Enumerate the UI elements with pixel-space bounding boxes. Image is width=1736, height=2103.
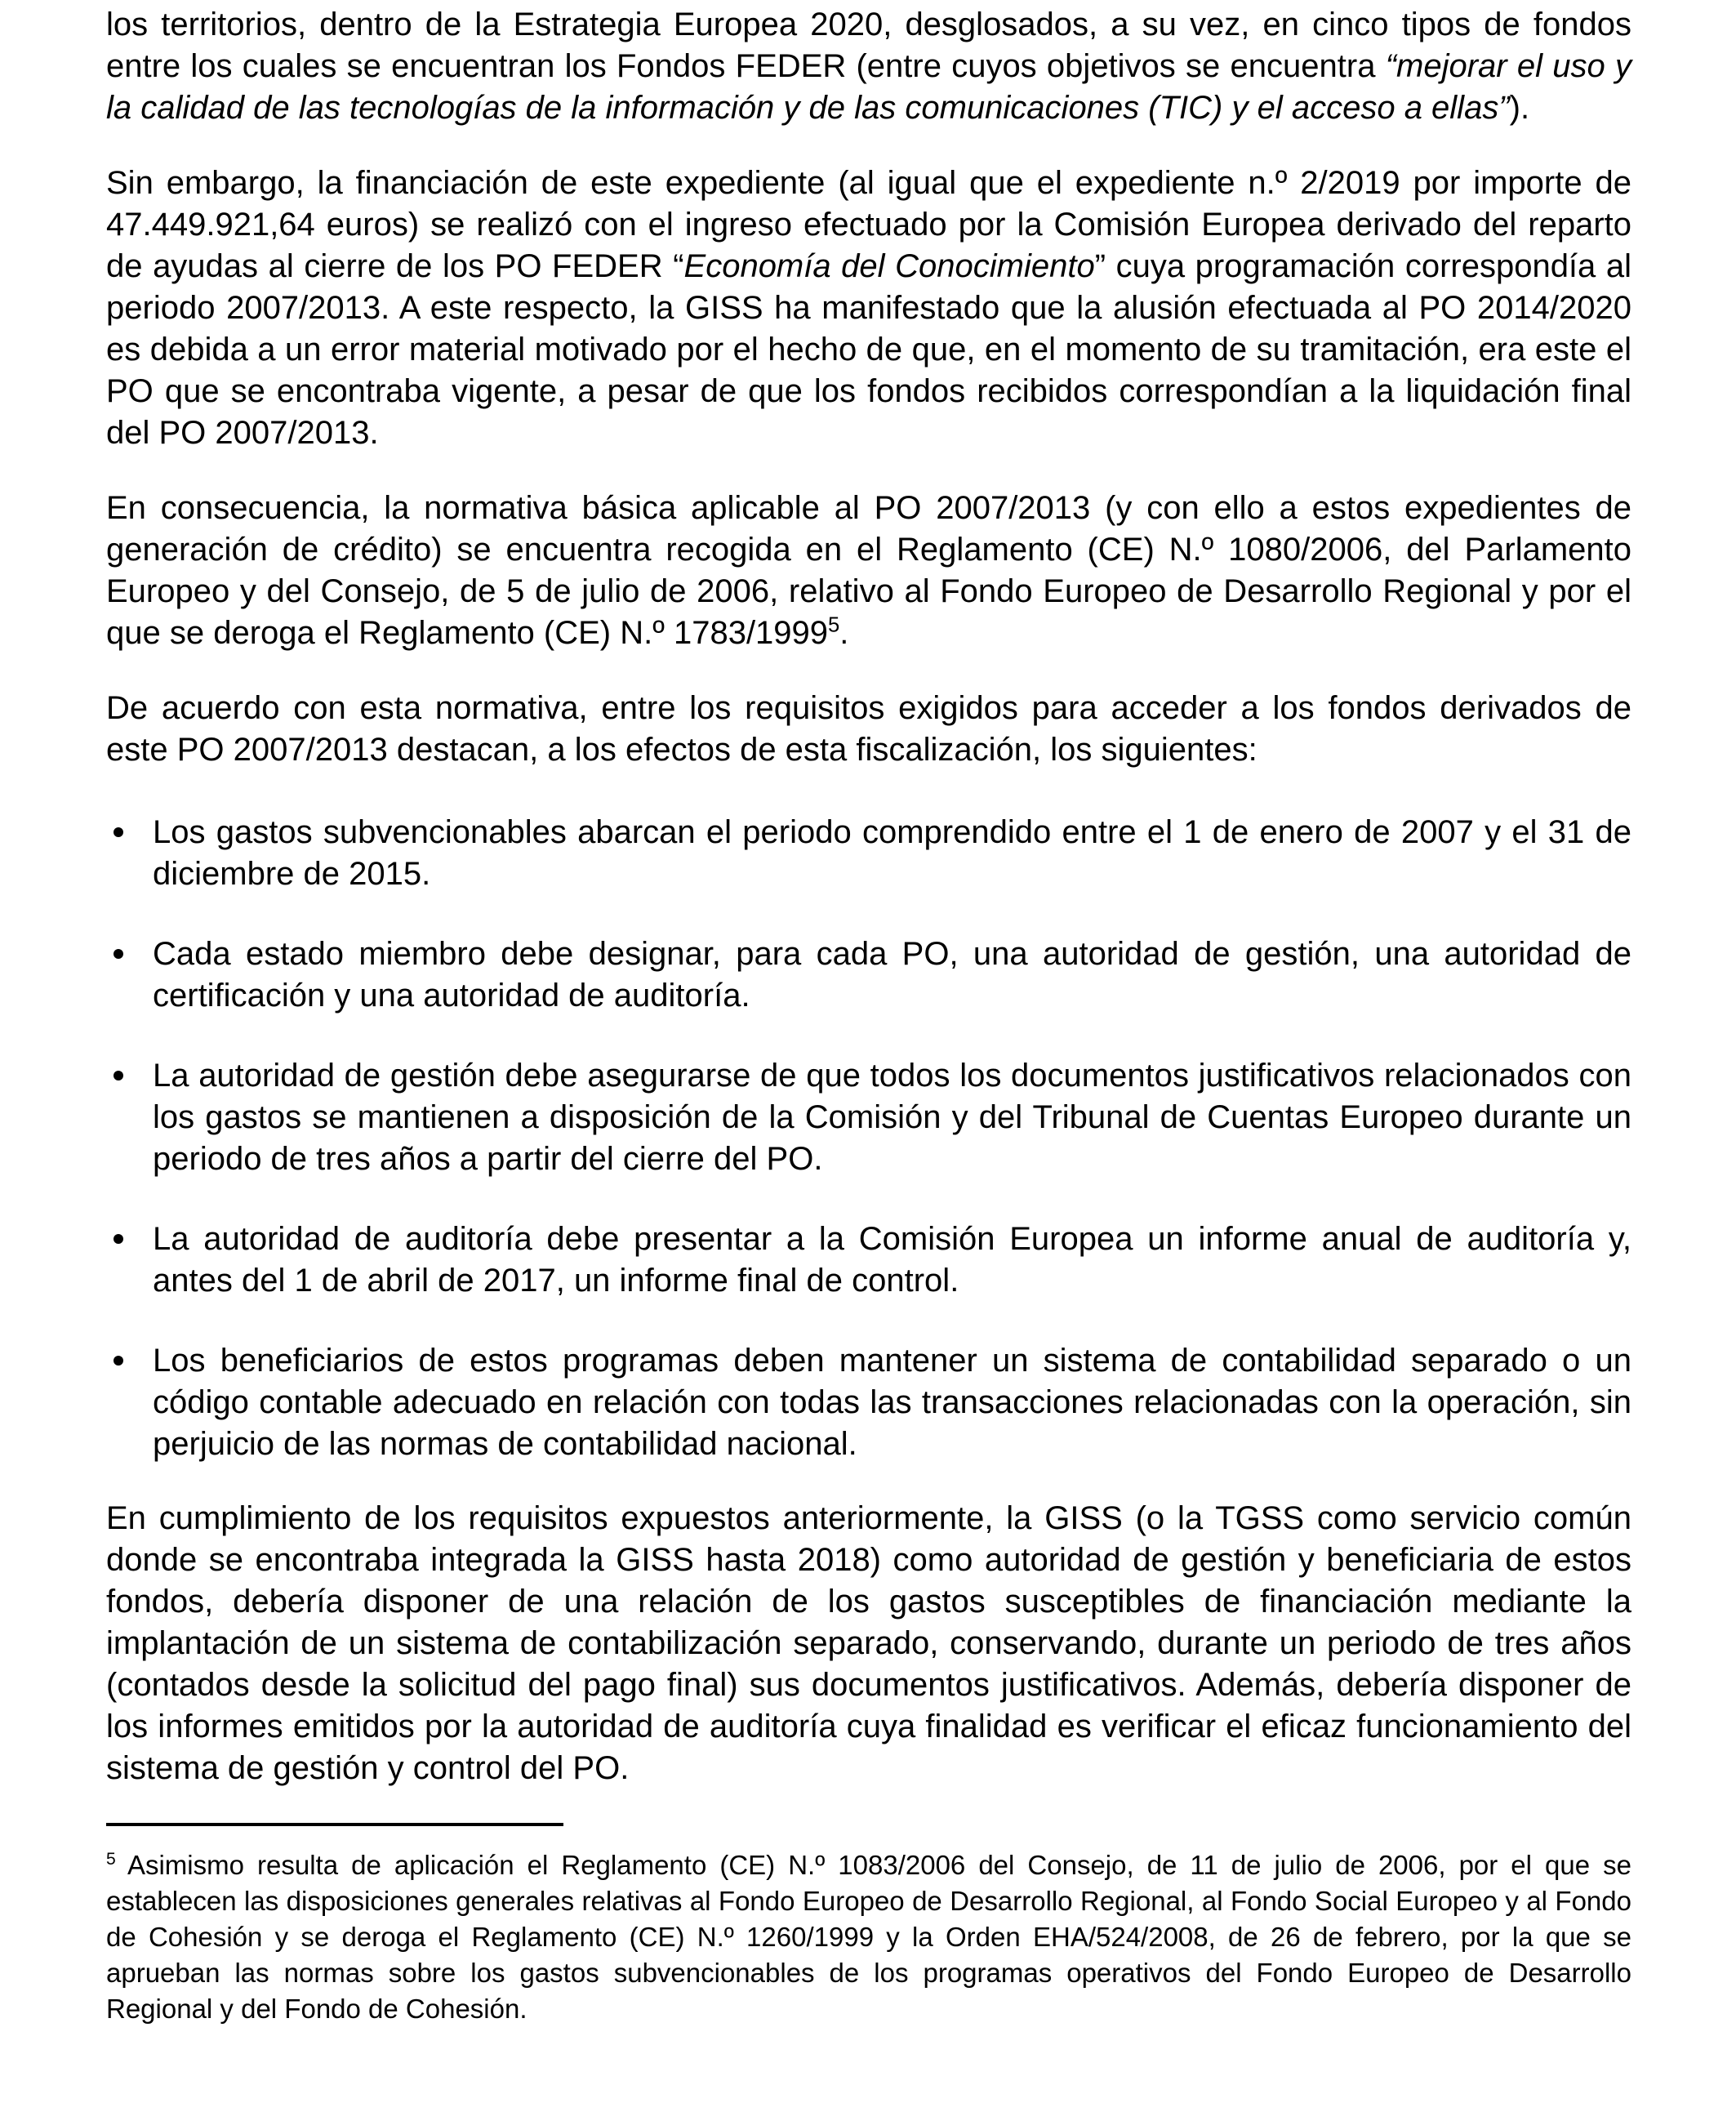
paragraph-territorios: los territorios, dentro de la Estrategia Europea 2020, desglosados, a su vez, en cinco tipos de fondos entre los cuales se encuentran los Fondos FEDER (entre cuyos objetivos se encuentra “mejorar el uso y la calidad de las tecnologías de la información y de las comunicaciones (TIC) y el acceso a ellas”). [106, 7, 1631, 126]
paragraph-de-acuerdo: De acuerdo con esta normativa, entre los requisitos exigidos para acceder a los fondos derivados de este PO 2007/2013 destacan, a los efectos de esta fiscalización, los siguientes: [106, 690, 1631, 768]
list-item: Los gastos subvencionables abarcan el periodo comprendido entre el 1 de enero de 2007 y el 31 de diciembre de 2015. [106, 812, 1631, 895]
paragraph-en-cumplimiento: En cumplimiento de los requisitos expuestos anteriormente, la GISS (o la TGSS como servicio común donde se encontraba integrada la GISS hasta 2018) como autoridad de gestión y beneficiaria de estos fondos, debería disponer de una relación de los gastos susceptibles de financiación mediante la implantación de un sistema de contabilización separado, conservando, durante un periodo de tres años (contados desde la solicitud del pago final) sus documentos justificativos. Además, debería disponer de los informes emitidos por la autoridad de auditoría cuya finalidad es verificar el eficaz funcionamiento del sistema de gestión y control del PO. [106, 1500, 1631, 1786]
footnote-text: $^5$ Asimismo resulta de aplicación el Reglamento (CE) N.º 1083/2006 del Consejo, de 11 de julio de 2006, por el que se establecen las disposiciones generales relativas al Fondo Europeo de Desarrollo Regional, al Fondo Social Europeo y al Fondo de Cohesión y se deroga el Reglamento (CE) N.º 1260/1999 y la Orden EHA/524/2008, de 26 de febrero, por la que se aprueban las normas sobre los gastos subvencionables de los programas operativos del Fondo Europeo de Desarrollo Regional y del Fondo de Cohesión. [106, 1850, 1631, 2024]
list-item: La autoridad de auditoría debe presentar a la Comisión Europea un informe anual de auditoría y, antes del 1 de abril de 2017, un informe final de control. [106, 1219, 1631, 1302]
footnote-separator-rule [106, 1823, 563, 1826]
paragraph-sin-embargo: Sin embargo, la financiación de este expediente (al igual que el expediente n.º 2/2019 por importe de 47.449.921,64 euros) se realizó con el ingreso efectuado por la Comisión Europea derivado del reparto de ayudas al cierre de los PO FEDER “Economía del Conocimiento” cuya programación correspondía al periodo 2007/2013. A este respecto, la GISS ha manifestado que la alusión efectuada al PO 2014/2020 es debida a un error material motivado por el hecho de que, en el momento de su tramitación, era este el PO que se encontraba vigente, a pesar de que los fondos recibidos correspondían a la liquidación final del PO 2007/2013. [106, 165, 1631, 451]
list-item: La autoridad de gestión debe asegurarse de que todos los documentos justificativos relacionados con los gastos se mantienen a disposición de la Comisión y del Tribunal de Cuentas Europeo durante un periodo de tres años a partir del cierre del PO. [106, 1055, 1631, 1180]
paragraph-en-consecuencia: En consecuencia, la normativa básica aplicable al PO 2007/2013 (y con ello a estos expedientes de generación de crédito) se encuentra recogida en el Reglamento (CE) N.º 1080/2006, del Parlamento Europeo y del Consejo, de 5 de julio de 2006, relativo al Fondo Europeo de Desarrollo Regional y por el que se deroga el Reglamento (CE) N.º 1783/1999$^5$. [106, 490, 1631, 651]
list-item: Cada estado miembro debe designar, para cada PO, una autoridad de gestión, una autoridad de certificación y una autoridad de auditoría. [106, 933, 1631, 1017]
footnote-area [106, 1823, 1631, 2027]
list-item: Los beneficiarios de estos programas deben mantener un sistema de contabilidad separado o un código contable adecuado en relación con todas las transacciones relacionadas con la operación, sin perjuicio de las normas de contabilidad nacional. [106, 1340, 1631, 1465]
requirements-bullet-list [106, 812, 1631, 1465]
